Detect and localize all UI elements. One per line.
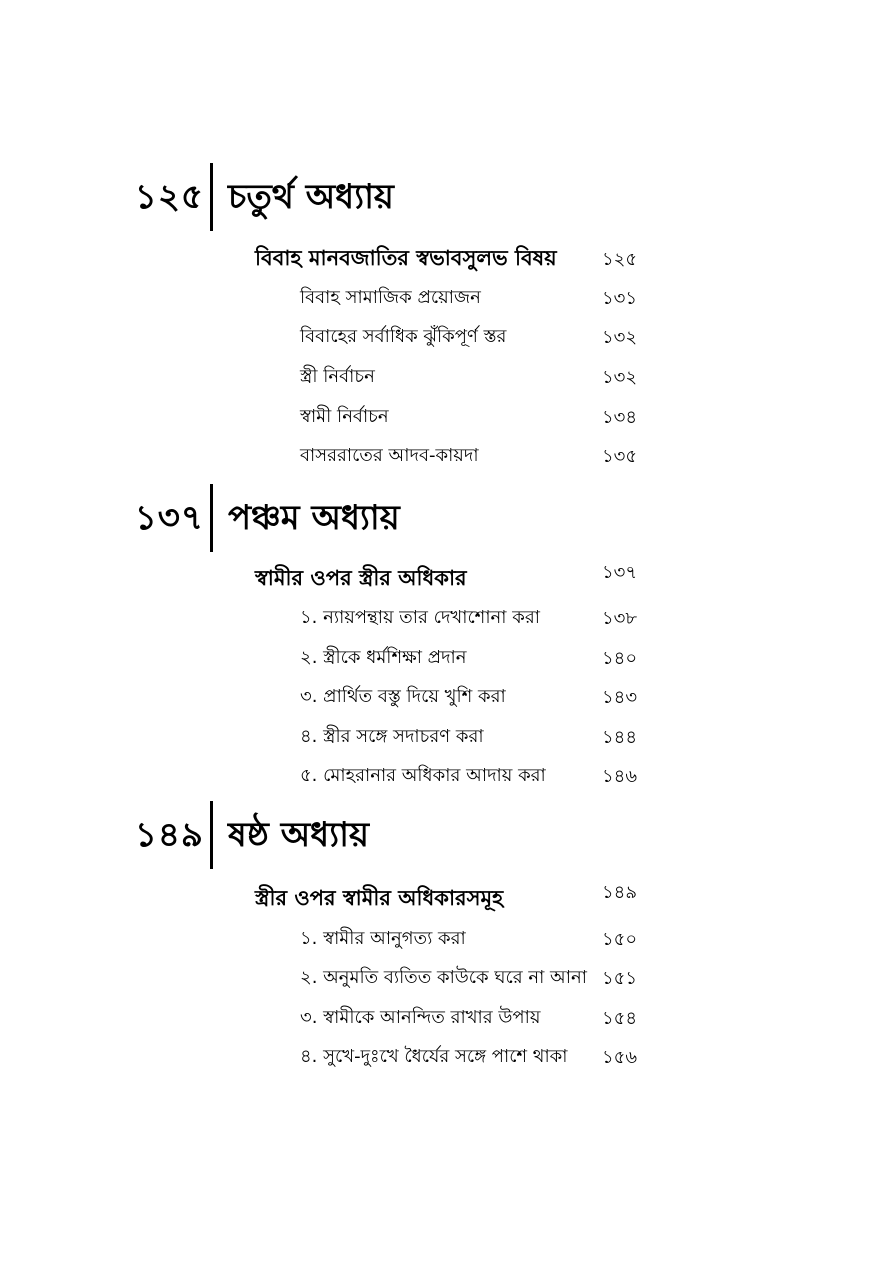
toc-label: স্বামী নির্বাচন xyxy=(300,406,389,427)
toc-page-number: ১৩২ xyxy=(602,327,638,348)
toc-label: ১. স্বামীর আনুগত্য করা xyxy=(300,928,466,949)
toc-item[interactable] xyxy=(0,358,870,394)
chapter-title: ষষ্ঠ অধ্যায় xyxy=(228,815,369,855)
toc-label: বিবাহ মানবজাতির স্বভাবসুলভ বিষয় xyxy=(255,246,557,270)
toc-label: ৩. স্বামীকে আনন্দিত রাখার উপায় xyxy=(300,1007,541,1028)
toc-page-number: ১৫১ xyxy=(602,968,638,989)
toc-item[interactable] xyxy=(0,959,870,995)
toc-page-number: ১২৫ xyxy=(602,249,638,270)
toc-item[interactable] xyxy=(0,318,870,354)
toc-label: ১. ন্যায়পন্থায় তার দেখাশোনা করা xyxy=(300,607,540,628)
toc-item[interactable] xyxy=(0,398,870,434)
toc-label: স্ত্রীর ওপর স্বামীর অধিকারসমূহ xyxy=(255,886,504,910)
chapter-number: ১৩৭ xyxy=(134,498,204,538)
toc-item[interactable] xyxy=(0,599,870,635)
chapter-number: ১২৫ xyxy=(134,177,204,217)
chapter-title: চতুর্থ অধ্যায় xyxy=(228,177,394,217)
toc-item[interactable] xyxy=(0,437,870,473)
chapter-header xyxy=(0,163,870,233)
toc-page-number: ১৩১ xyxy=(602,288,638,309)
toc-item[interactable] xyxy=(0,279,870,315)
toc-section-heading[interactable] xyxy=(0,240,870,276)
toc-page-number: ১৪৯ xyxy=(602,882,638,903)
toc-label: ৫. মোহরানার অধিকার আদায় করা xyxy=(300,765,546,786)
toc-label: বিবাহ সামাজিক প্রয়োজন xyxy=(300,287,481,308)
chapter-header xyxy=(0,484,870,554)
toc-label: ৪. স্ত্রীর সঙ্গে সদাচরণ করা xyxy=(300,726,484,747)
toc-label: ২. স্ত্রীকে ধর্মশিক্ষা প্রদান xyxy=(300,647,467,668)
toc-section-heading[interactable] xyxy=(0,880,870,916)
toc-page-number: ১৫৬ xyxy=(602,1047,638,1068)
toc-page-number: ১৩২ xyxy=(602,367,638,388)
toc-item[interactable] xyxy=(0,757,870,793)
toc-page-number: ১৪৩ xyxy=(602,687,638,708)
toc-page-number: ১৫৪ xyxy=(602,1008,638,1029)
toc-item[interactable] xyxy=(0,718,870,754)
chapter-number: ১৪৯ xyxy=(134,815,204,855)
toc-item[interactable] xyxy=(0,920,870,956)
toc-item[interactable] xyxy=(0,1038,870,1074)
toc-label: স্বামীর ওপর স্ত্রীর অধিকার xyxy=(255,566,467,590)
toc-item[interactable] xyxy=(0,639,870,675)
toc-label: ২. অনুমতি ব্যতিত কাউকে ঘরে না আনা xyxy=(300,967,587,988)
chapter-divider xyxy=(210,484,213,552)
toc-label: বাসররাতের আদব-কায়দা xyxy=(300,445,479,466)
toc-page-number: ১৩৫ xyxy=(602,446,638,467)
toc-page-number: ১৩৭ xyxy=(602,562,638,583)
toc-page-number: ১৪৬ xyxy=(602,766,638,787)
toc-label: ৪. সুখে-দুঃখে ধৈর্যের সঙ্গে পাশে থাকা xyxy=(300,1046,568,1067)
toc-page-number: ১৩৪ xyxy=(602,407,638,428)
chapter-divider xyxy=(210,801,213,869)
toc-section-heading[interactable] xyxy=(0,560,870,596)
toc-label: স্ত্রী নির্বাচন xyxy=(300,366,375,387)
toc-item[interactable] xyxy=(0,999,870,1035)
chapter-title: পঞ্চম অধ্যায় xyxy=(228,498,400,538)
toc-label: বিবাহের সর্বাধিক ঝুঁকিপূর্ণ স্তর xyxy=(300,326,507,347)
chapter-header xyxy=(0,801,870,871)
toc-page-number: ১৩৮ xyxy=(602,608,638,629)
toc-item[interactable] xyxy=(0,678,870,714)
toc-page-number: ১৪০ xyxy=(602,648,638,669)
toc-label: ৩. প্রার্থিত বস্তু দিয়ে খুশি করা xyxy=(300,686,506,707)
toc-page-number: ১৫০ xyxy=(602,929,638,950)
toc-page-number: ১৪৪ xyxy=(602,727,638,748)
chapter-divider xyxy=(210,163,213,231)
